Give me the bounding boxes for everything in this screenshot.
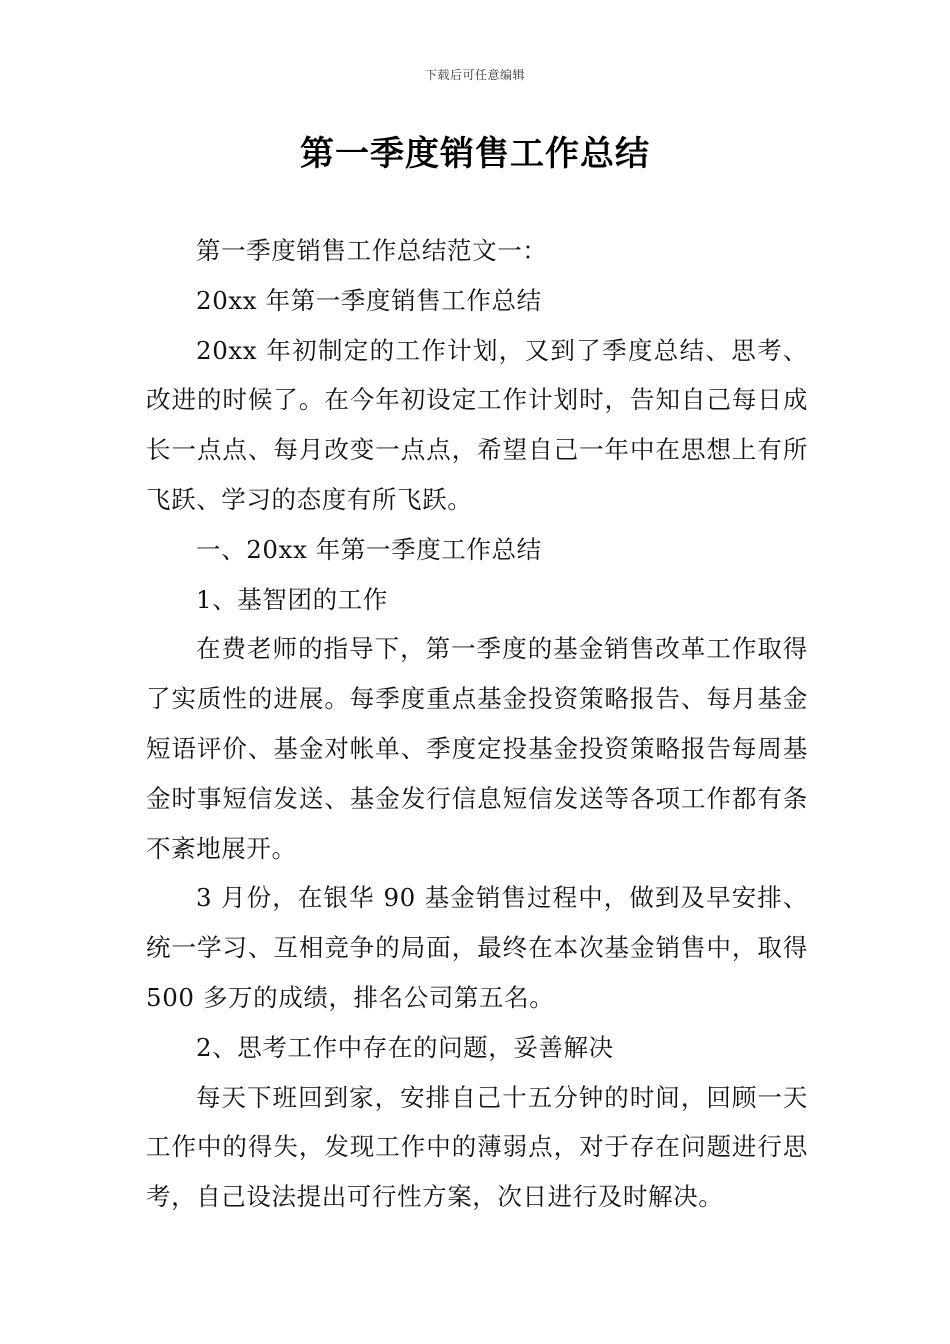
paragraph-introduction: 20xx 年初制定的工作计划，又到了季度总结、思考、改进的时候了。在今年初设定工作计划时，告知自己每日成长一点点、每月改变一点点，希望自己一年中在思想上有所飞跃、学习的态度有所飞跃。: [146, 335, 808, 514]
document-title: 第一季度销售工作总结: [300, 134, 650, 174]
subsection-heading-2: 2、思考工作中存在的问题，妥善解决: [196, 1032, 614, 1062]
paragraph-fund-reform: 在费老师的指导下，第一季度的基金销售改革工作取得了实质性的进展。每季度重点基金投资策略报告、每月基金短语评价、基金对帐单、季度定投基金投资策略报告每周基金时事短信发送、基金发行信息短信发送等各项工作都有条不紊地展开。: [146, 634, 808, 863]
paragraph-intro-heading: 第一季度销售工作总结范文一：: [196, 236, 548, 265]
document-body: [146, 226, 808, 1222]
paragraph-daily-review: 每天下班回到家，安排自己十五分钟的时间，回顾一天工作中的得失，发现工作中的薄弱点，对于存在问题进行思考，自己设法提出可行性方案，次日进行及时解决。: [146, 1082, 808, 1212]
paragraph-subtitle: 20xx 年第一季度销售工作总结: [196, 285, 542, 315]
section-heading-1: 一、20xx 年第一季度工作总结: [196, 534, 542, 564]
header-note: 下载后可任意编辑: [424, 68, 525, 82]
paragraph-march-sales: 3 月份，在银华 90 基金销售过程中，做到及早安排、统一学习、互相竞争的局面，最终在本次基金销售中，取得 500 多万的成绩，排名公司第五名。: [146, 883, 808, 1012]
subsection-heading-1: 1、基智团的工作: [196, 584, 388, 614]
